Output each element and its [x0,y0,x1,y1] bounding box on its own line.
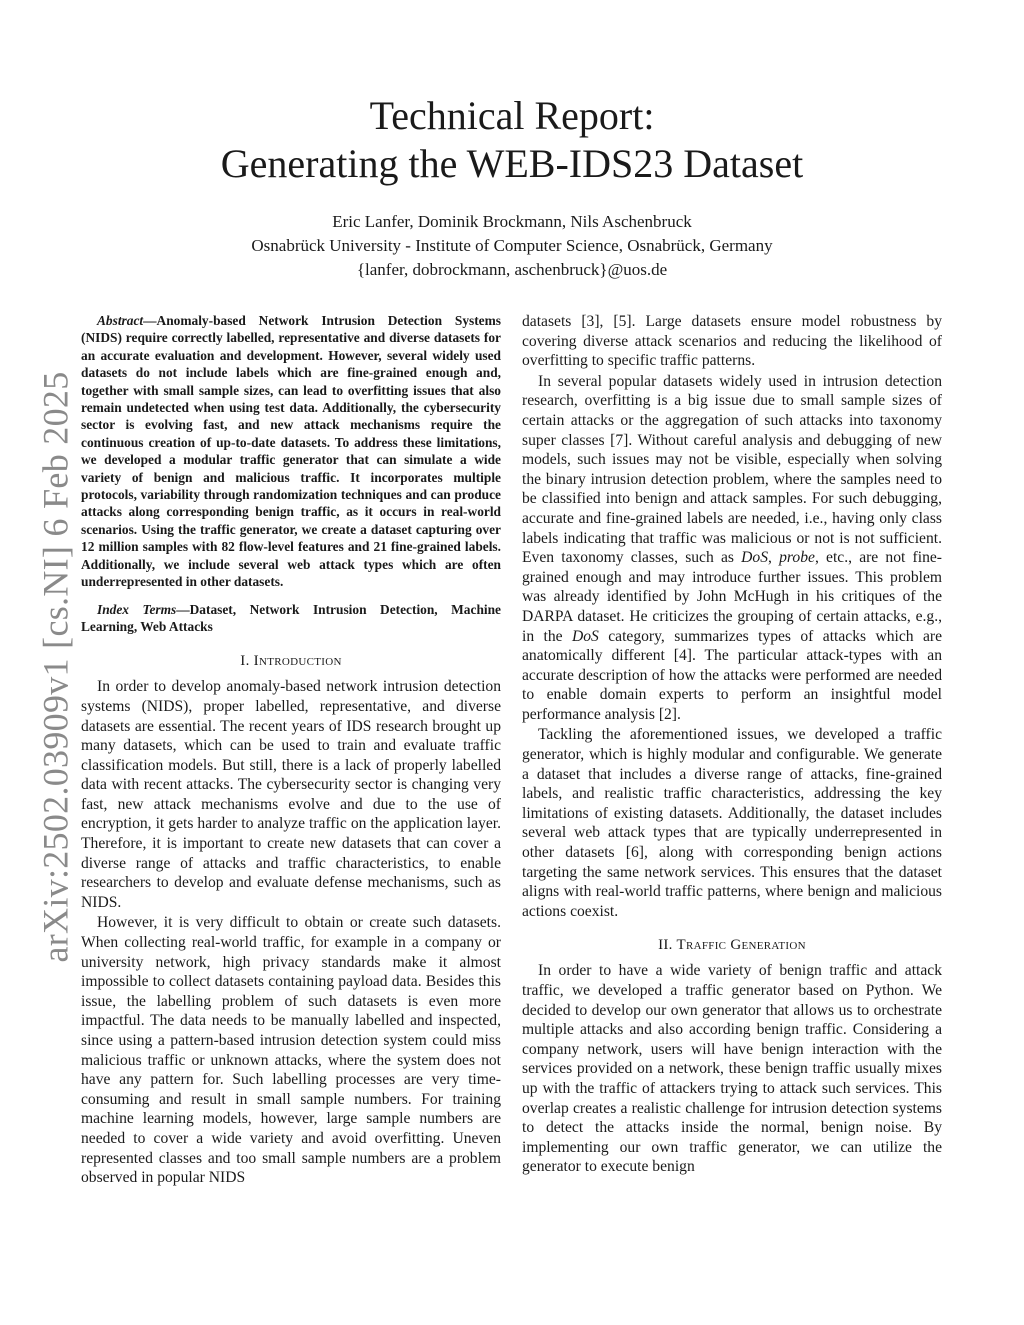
p3-em-probe: probe [779,549,815,567]
title-line-2: Generating the WEB-IDS23 Dataset [220,141,804,186]
p3-em-dos: DoS [741,549,769,567]
left-column [81,312,501,1188]
abstract-text: —Anomaly-based Network Intrusion Detection Systems (NIDS) require correctly labelled, representative and diverse datasets for an accurate evaluation and development. However, several widely used datasets do not include labels which are fine-grained enough and, together with small sample sizes, can lead to overfitting issues that also remain undetected when using test data. Additionally, the cybersecurity sector is evolving fast, and new attack mechanisms require the continuous creation of up-to-date datasets. To address these limitations, we developed a modular traffic generator that can simulate a wide variety of benign and malicious traffic. It incorporates multiple protocols, variability through randomization techniques and can produce attacks along corresponding benign traffic, as it occurs in real-world scenarios. Using the traffic generator, we create a dataset capturing over 12 million samples with 82 flow-level features and 21 fine-grained labels. Additionally, we include several web attack types which are often underrepresented in other datasets. [81,313,501,590]
right-column [522,312,942,1177]
p3-text-d: category, summarizes types of attacks which are anatomically different [4]. The particular attack-types with an accurate description of how the attacks were performed are needed to enable domain experts to perform an insightful model performance analysis [2]. [522,627,942,723]
intro-paragraph-1: In order to develop anomaly-based network intrusion detection systems (NIDS), proper labelled, representative, and diverse datasets are essential. The recent years of IDS research brought up many datasets, which can be used to train and evaluate traffic classification models. But still, there is a lack of properly labelled data with recent attacks. The cybersecurity sector is changing very fast, new attack mechanisms evolve and due to the use of encryption, it gets harder to analyze traffic on the application layer. Therefore, it is important to create new datasets that can cover a diverse range of attacks and traffic characteristics, to enable researchers to develop and evaluate defense mechanisms, such as NIDS. [81,678,501,911]
p3-text-a: In several popular datasets widely used in intrusion detection research, overfitting is a big issue due to small sample sizes of certain attacks or the aggregation of such attacks into taxonomy super classes [7]. Without careful analysis and debugging of new models, such issues may not be visible, especially when solving the binary intrusion detection problem, where the samples need to be classified into benign and attack samples. For such debugging, accurate and fine-grained labels are needed, i.e., having only class labels indicating that traffic was malicious or not is not sufficient. Even taxonomy classes, such as [522,372,942,567]
index-terms-label: Index Terms [97,601,177,617]
paper-title [0,92,1024,188]
intro-paragraph-2-continued: datasets [3], [5]. Large datasets ensure model robustness by covering diverse attack scenarios and reducing the likelihood of overfitting to specific traffic patterns. [522,313,942,370]
author-email: {lanfer, dobrockmann, aschenbruck}@uos.de [356,260,668,279]
arxiv-identifier-text: arXiv:2502.03909v1 [cs.NI] 6 Feb 2025 [36,371,76,963]
author-names: Eric Lanfer, Dominik Brockmann, Nils Aschenbruck [332,212,692,231]
author-info [0,210,1024,282]
section-heading-traffic-generation: II. Traffic Generation [658,937,806,954]
intro-paragraph-3 [522,372,942,725]
traffic-paragraph-1: In order to have a wide variety of benign traffic and attack traffic, we developed a traffic generator based on Python. We decided to develop our own generator that allows us to orchestrate multiple attacks and also according benign traffic. Considering a company network, users will have benign interaction with the services provided on a network, these benign traffic usually mixes up with the traffic of attackers trying to attack such services. This overlap creates a realistic challenge for intrusion detection systems to detect the attacks inside the normal, benign noise. By implementing our own traffic generator, we can utilize the generator to execute benign [522,962,942,1176]
author-affiliation: Osnabrück University - Institute of Computer Science, Osnabrück, Germany [251,236,773,255]
abstract [81,312,501,591]
p3-text-b: , [768,549,780,567]
abstract-label: Abstract [97,313,144,328]
section-heading-introduction: I. Introduction [240,653,342,670]
intro-paragraph-2: However, it is very difficult to obtain or create such datasets. When collecting real-world traffic, for example in a company or university network, high privacy standards make it almost impossible to collect datasets containing payload data. Besides this issue, the labelling problem of such datasets is even more impactful. The data needs to be manually labelled and inspected, since using a pattern-based intrusion detection system could miss malicious traffic or unknown attacks, where the system does not have any pattern for. Such labelling processes are very time-consuming and result in small sample numbers. For training machine learning models, however, large sample numbers are needed to cover a wide variety and avoid overfitting. Uneven represented classes and too small sample numbers are a problem observed in popular NIDS [81,914,501,1187]
p3-text-c: , etc., are not fine-grained enough and may introduce further issues. This problem was already identified by John McHugh in his critiques of the DARPA dataset. He criticizes the grouping of certain attacks, e.g., in the [522,549,942,645]
intro-paragraph-4: Tackling the aforementioned issues, we developed a traffic generator, which is highly modular and configurable. We generate a dataset that includes a diverse range of attacks, fine-grained labels, and realistic traffic characteristics, addressing the key limitations of existing datasets. Additionally, the dataset includes several web attack types that are typically underrepresented in other datasets [6], along with corresponding benign actions targeting the same network services. This ensures that the dataset aligns with real-world traffic patterns, where benign and malicious actions coexist. [522,726,942,920]
p3-em-dos-2: DoS [571,627,599,645]
index-terms-text: —Dataset, Network Intrusion Detection, Machine Learning, Web Attacks [81,601,501,634]
arxiv-identifier-sidebar [36,372,76,962]
title-line-1: Technical Report: [369,93,655,138]
index-terms [81,601,501,636]
